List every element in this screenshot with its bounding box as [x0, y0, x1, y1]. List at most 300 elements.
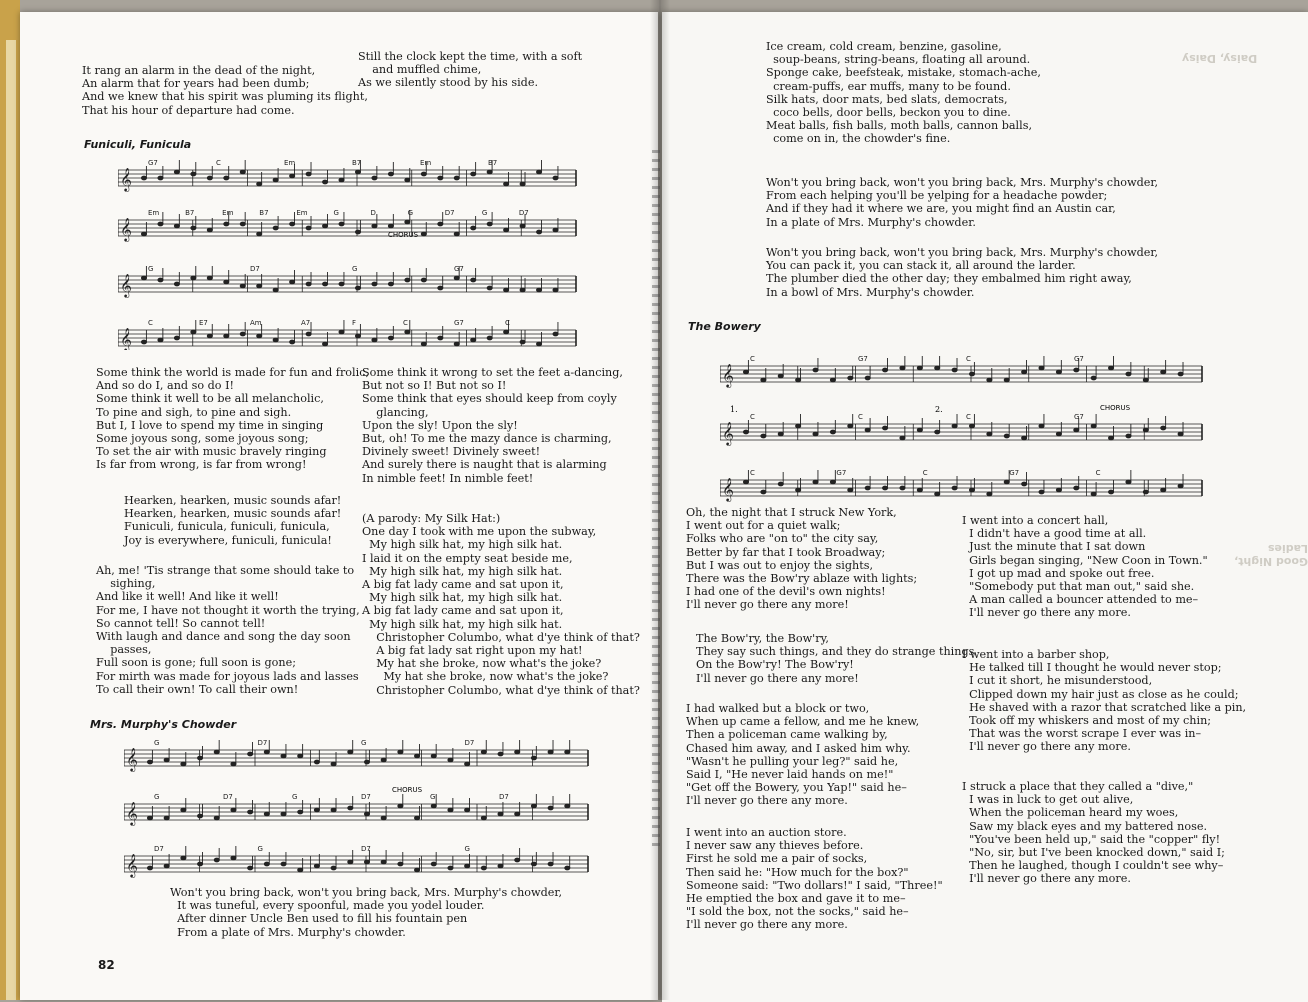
note-head [454, 176, 459, 180]
note-head [298, 868, 303, 872]
note-head [355, 334, 360, 338]
funiculi-chorus: Hearken, hearken, music sounds afar! Hearken, hearken, music sounds afar! Funiculi, funicula, funiculi, funicula, Joy is everywhere, funiculi, funicula! [124, 494, 342, 547]
note-head [454, 276, 459, 280]
note-head [372, 224, 377, 228]
note-head [830, 480, 835, 484]
note-head [331, 866, 336, 870]
alarm-verse-col1: It rang an alarm in the dead of the night, An alarm that for years had been dumb; And we knew that his spirit was pluming its flight, That his hour of departure had come. [82, 64, 368, 117]
note-head [257, 334, 262, 338]
note-head [900, 436, 905, 440]
note-head [813, 432, 818, 436]
note-head [372, 176, 377, 180]
note-head [240, 332, 245, 336]
note-head [778, 374, 783, 378]
chord-symbol: D7 [518, 209, 529, 217]
note-head [935, 492, 940, 496]
note-head [743, 480, 748, 484]
note-head [240, 284, 245, 288]
note-head [405, 330, 410, 334]
note-head [231, 808, 236, 812]
music-staff [720, 469, 1202, 502]
chord-symbol: D [370, 209, 376, 217]
note-head [536, 230, 541, 234]
note-head [174, 170, 179, 174]
chord-symbol: G [481, 209, 488, 217]
note-head [952, 368, 957, 372]
bowery-col2-verse-2: I went into a barber shop, He talked till I thought he would never stop; I cut it short, he misunderstood, Clipped down my hair just as close as he could; He shaved with a razor that scratched like a pin, Took off my whiskers and most of my chin; That was the worst scrape I ever was in– I'll never go there any more. [962, 648, 1247, 754]
bowery-chorus: The Bow'ry, the Bow'ry, They say such things, and they do strange things On the Bow'ry! The Bow'ry! I'll never go there any more! [696, 632, 975, 685]
note-head [322, 180, 327, 184]
chord-symbol: G [292, 793, 298, 801]
note-head [381, 816, 386, 820]
note-head [465, 762, 470, 766]
note-head [348, 860, 353, 864]
note-head [421, 342, 426, 346]
note-head [531, 804, 536, 808]
note-head [141, 232, 146, 236]
song-title-bowery: The Bowery [688, 320, 761, 333]
note-head [548, 750, 553, 754]
note-head [257, 182, 262, 186]
chord-symbol: E7 [199, 319, 208, 327]
note-head [355, 170, 360, 174]
note-head [164, 758, 169, 762]
note-head [481, 866, 486, 870]
note-head [414, 754, 419, 758]
note-head [197, 814, 202, 818]
note-head [248, 752, 253, 756]
chord-symbol: C [1095, 469, 1101, 477]
svg-text:𝄞: 𝄞 [120, 217, 132, 241]
note-head [1178, 372, 1183, 376]
note-head [498, 812, 503, 816]
note-head [273, 288, 278, 292]
note-head [987, 492, 992, 496]
note-head [331, 762, 336, 766]
bleed-through-title: Daisy, Daisy [1182, 52, 1258, 65]
note-head [778, 432, 783, 436]
chord-symbol: G7 [454, 265, 464, 273]
note-head [487, 336, 492, 340]
chord-symbol: B7 [352, 159, 362, 167]
note-head [314, 808, 319, 812]
svg-text:𝄞: 𝄞 [120, 167, 132, 191]
note-head [553, 288, 558, 292]
note-head [520, 340, 525, 344]
note-head [952, 486, 957, 490]
note-head [207, 276, 212, 280]
note-head [520, 288, 525, 292]
note-head [257, 284, 262, 288]
note-head [398, 862, 403, 866]
note-head [181, 762, 186, 766]
note-head [414, 868, 419, 872]
chord-symbol: B7 [488, 159, 498, 167]
note-head [381, 758, 386, 762]
chord-symbol: B7 [259, 209, 269, 217]
note-head [969, 488, 974, 492]
svg-text:𝄞: 𝄞 [126, 801, 138, 825]
chord-symbol: A7 [301, 319, 311, 327]
chord-symbol: C [216, 159, 221, 167]
note-head [987, 378, 992, 382]
chord-symbol: Em [284, 159, 296, 167]
note-head [865, 376, 870, 380]
note-head [565, 866, 570, 870]
note-head [290, 280, 295, 284]
note-head [813, 368, 818, 372]
note-head [1178, 484, 1183, 488]
note-head [421, 172, 426, 176]
note-head [339, 330, 344, 334]
note-head [214, 816, 219, 820]
note-head [536, 170, 541, 174]
note-head [322, 282, 327, 286]
note-head [398, 804, 403, 808]
note-head [498, 752, 503, 756]
note-head [1074, 368, 1079, 372]
note-head [224, 222, 229, 226]
note-head [1056, 488, 1061, 492]
note-head [900, 486, 905, 490]
music-staff [118, 159, 576, 192]
note-head [264, 862, 269, 866]
note-head [1074, 428, 1079, 432]
note-head [290, 340, 295, 344]
note-head [224, 280, 229, 284]
note-head [306, 226, 311, 230]
note-head [1143, 490, 1148, 494]
note-head [504, 182, 509, 186]
chord-symbol: Am [250, 319, 262, 327]
note-head [465, 808, 470, 812]
note-head [565, 804, 570, 808]
note-head [448, 758, 453, 762]
chord-symbol: D7 [361, 793, 371, 801]
note-head [969, 372, 974, 376]
note-head [405, 278, 410, 282]
chord-symbol: Em [296, 209, 308, 217]
note-head [388, 336, 393, 340]
chord-symbol: F [352, 319, 357, 327]
note-head [900, 366, 905, 370]
note-head [454, 232, 459, 236]
bowery-sheet-music [720, 334, 1210, 510]
book-page-edges [6, 40, 16, 1000]
funiculi-col1-verse-2: Ah, me! 'Tis strange that some should take to sighing, And like it well! And like it well! For me, I have not thought it worth the trying, So cannot tell! So cannot tell! With laugh and dance and song the day soon passes, Full soon is gone; full soon is gone; For mirth was made for joyous lads and lasses To call their own! To call their own! [96, 564, 360, 696]
note-head [240, 170, 245, 174]
chord-symbol: C [750, 469, 755, 477]
first-ending-label: 1. [730, 405, 738, 414]
chord-symbol: G [464, 845, 470, 853]
chord-symbol: D7 [257, 739, 268, 747]
note-head [761, 434, 766, 438]
note-head [174, 336, 179, 340]
note-head [987, 432, 992, 436]
note-head [431, 862, 436, 866]
note-head [141, 176, 146, 180]
chord-symbol: C [858, 413, 863, 421]
note-head [743, 370, 748, 374]
bleed-through-title-2: Good Night, Ladies [1234, 542, 1308, 568]
chord-symbol: D7 [250, 265, 260, 273]
note-head [141, 340, 146, 344]
note-head [164, 864, 169, 868]
note-head [848, 488, 853, 492]
note-head [536, 288, 541, 292]
note-head [181, 856, 186, 860]
svg-text:𝄞: 𝄞 [722, 363, 734, 387]
note-head [339, 178, 344, 182]
note-head [515, 750, 520, 754]
chord-symbol: G [154, 739, 160, 747]
note-head [515, 858, 520, 862]
note-head [454, 342, 459, 346]
note-head [848, 424, 853, 428]
note-head [273, 338, 278, 342]
chord-symbol: Em [222, 209, 234, 217]
song-title-funiculi: Funiculi, Funicula [84, 138, 192, 151]
chord-symbol: G [333, 209, 339, 217]
svg-text:𝄞: 𝄞 [120, 327, 132, 350]
alarm-verse-col2: Still the clock kept the time, with a soft and muffled chime, As we silently stood by his side. [358, 50, 583, 90]
note-head [1161, 488, 1166, 492]
murphy-stanza-2: Won't you bring back, won't you bring back, Mrs. Murphy's chowder, From each helping you'll be yelping for a headache powder; And if they had it where we are, you might find an Austin car, In a plate of Mrs. Murphy's chowder. [766, 176, 1159, 229]
note-head [197, 756, 202, 760]
note-head [481, 750, 486, 754]
note-head [917, 366, 922, 370]
note-head [520, 182, 525, 186]
note-head [761, 490, 766, 494]
note-head [1143, 428, 1148, 432]
chord-symbol: G7 [148, 159, 158, 167]
music-staff [124, 739, 588, 772]
note-head [438, 336, 443, 340]
note-head [796, 488, 801, 492]
murphy-sheet-music [124, 732, 594, 890]
chord-symbol: Em [148, 209, 160, 217]
bowery-col1-verse: Oh, the night that I struck New York, I went out for a quiet walk; Folks who are "on to" the city say, Better by far that I took Broadway; But I was out to enjoy the sights, There was the Bow'ry ablaze with lights; I had one of the devil's own nights! I'll never go there any more! [686, 506, 918, 612]
note-head [273, 178, 278, 182]
note-head [264, 750, 269, 754]
note-head [298, 754, 303, 758]
music-staff [118, 319, 576, 350]
note-head [290, 174, 295, 178]
note-head [504, 288, 509, 292]
right-page [662, 12, 1308, 1002]
note-head [778, 482, 783, 486]
note-head [882, 368, 887, 372]
murphy-stanza-1: Ice cream, cold cream, benzine, gasoline, soup-beans, string-beans, floating all around. Sponge cake, beefsteak, mistake, stomach-ache, cream-puffs, ear muffs, many to be found. Silk hats, door mats, bed slats, democrats, coco bells, door bells, beckon you to dine. Meat balls, fish balls, moth balls, cannon balls, come on in, the chowder's fine. [766, 40, 1041, 146]
note-head [257, 232, 262, 236]
note-head [348, 806, 353, 810]
note-head [281, 754, 286, 758]
note-head [264, 812, 269, 816]
note-head [231, 762, 236, 766]
chord-symbol: C [966, 355, 971, 363]
note-head [231, 856, 236, 860]
svg-text:𝄞: 𝄞 [722, 477, 734, 501]
note-head [1126, 480, 1131, 484]
note-head [553, 332, 558, 336]
note-head [405, 220, 410, 224]
chord-symbol: C [148, 319, 153, 327]
book-gutter [650, 0, 670, 1000]
music-staff [124, 793, 588, 826]
note-head [314, 864, 319, 868]
note-head [364, 812, 369, 816]
note-head [471, 226, 476, 230]
note-head [487, 222, 492, 226]
note-head [355, 286, 360, 290]
note-head [224, 334, 229, 338]
note-head [174, 282, 179, 286]
murphy-verse: Won't you bring back, won't you bring back, Mrs. Murphy's chowder, It was tuneful, every spoonful, made you yodel louder. After dinner Uncle Ben used to fill his fountain pen From a plate of Mrs. Murphy's chowder. [170, 886, 563, 939]
note-head [414, 816, 419, 820]
note-head [1126, 372, 1131, 376]
note-head [504, 330, 509, 334]
music-staff [720, 413, 1202, 446]
chord-symbol: C [505, 319, 510, 327]
note-head [1143, 378, 1148, 382]
note-head [917, 488, 922, 492]
note-head [1091, 492, 1096, 496]
note-head [388, 172, 393, 176]
note-head [487, 286, 492, 290]
svg-text:𝄞: 𝄞 [126, 853, 138, 877]
note-head [1056, 432, 1061, 436]
note-head [314, 760, 319, 764]
note-head [214, 750, 219, 754]
note-head [191, 172, 196, 176]
note-head [191, 276, 196, 280]
note-head [372, 338, 377, 342]
chorus-label: CHORUS [1100, 404, 1131, 412]
note-head [1126, 434, 1131, 438]
note-head [438, 286, 443, 290]
note-head [240, 222, 245, 226]
song-title-murphy: Mrs. Murphy's Chowder [90, 718, 237, 731]
note-head [448, 866, 453, 870]
note-head [214, 858, 219, 862]
note-head [830, 378, 835, 382]
chord-symbol: G [352, 265, 358, 273]
note-head [164, 816, 169, 820]
note-head [865, 486, 870, 490]
note-head [813, 480, 818, 484]
note-head [372, 282, 377, 286]
note-head [364, 860, 369, 864]
note-head [207, 176, 212, 180]
note-head [515, 812, 520, 816]
note-head [273, 226, 278, 230]
note-head [421, 278, 426, 282]
note-head [935, 366, 940, 370]
note-head [1056, 370, 1061, 374]
note-head [181, 808, 186, 812]
note-head [796, 378, 801, 382]
chord-symbol: D7 [223, 793, 233, 801]
note-head [504, 228, 509, 232]
note-head [1039, 424, 1044, 428]
note-head [339, 282, 344, 286]
note-head [531, 862, 536, 866]
note-head [917, 428, 922, 432]
chord-symbol: D7 [444, 209, 455, 217]
note-head [531, 756, 536, 760]
note-head [398, 750, 403, 754]
note-head [969, 424, 974, 428]
note-head [306, 282, 311, 286]
note-head [1022, 370, 1027, 374]
chord-symbol: D7 [154, 845, 164, 853]
note-head [355, 230, 360, 234]
note-head [935, 430, 940, 434]
chord-symbol: G [361, 739, 367, 747]
note-head [174, 224, 179, 228]
funiculi-sheet-music [118, 150, 578, 350]
music-staff [124, 845, 588, 878]
chord-symbol: C [750, 413, 755, 421]
note-head [761, 378, 766, 382]
note-head [465, 864, 470, 868]
note-head [207, 334, 212, 338]
note-head [487, 170, 492, 174]
note-head [536, 342, 541, 346]
note-head [197, 862, 202, 866]
svg-text:𝄞: 𝄞 [126, 747, 138, 771]
chord-symbol: D7 [361, 845, 371, 853]
note-head [381, 860, 386, 864]
note-head [141, 276, 146, 280]
note-head [952, 424, 957, 428]
bowery-col1-verse-2: I had walked but a block or two, When up came a fellow, and me he knew, Then a policeman came walking by, Chased him away, and I asked him why. "Wasn't he pulling your leg?" said he, Said I, "He never laid hands on me!" "Get off the Bowery, you Yap!" said he– I'll never go there any more. [686, 702, 920, 808]
note-head [882, 486, 887, 490]
note-head [1074, 486, 1079, 490]
note-head [158, 176, 163, 180]
bowery-col2-verse: I went into a concert hall, I didn't have a good time at all. Just the minute that I sat down Girls began singing, "New Coon in Town." I got up mad and spoke out free. "Somebody put that man out," said she. A man called a bouncer attended to me– I'll never go there any more. [962, 514, 1208, 620]
note-head [1091, 376, 1096, 380]
note-head [224, 176, 229, 180]
chord-symbol: G7 [836, 469, 847, 477]
note-head [147, 760, 152, 764]
note-head [388, 282, 393, 286]
note-head [1108, 436, 1113, 440]
note-head [548, 862, 553, 866]
page-number: 82 [98, 958, 115, 972]
note-head [306, 172, 311, 176]
note-head [158, 278, 163, 282]
chord-symbol: Em [420, 159, 432, 167]
note-head [281, 862, 286, 866]
music-staff [720, 355, 1202, 388]
svg-text:𝄞: 𝄞 [722, 421, 734, 445]
note-head [471, 338, 476, 342]
note-head [1004, 480, 1009, 484]
silk-hat-parody: (A parody: My Silk Hat:) One day I took with me upon the subway, My high silk hat, my high silk hat. I laid it on the empty seat beside me, My high silk hat, my high silk hat. A big fat lady came and sat upon it, My high silk hat, my high silk hat. A big fat lady came and sat upon it, My high silk hat, my high silk hat. Christopher Columbo, what d'ye think of that? A big fat lady sat right upon my hat! My hat she broke, now what's the joke? My hat she broke, now what's the joke? Christopher Columbo, what d'ye think of that? [362, 512, 640, 697]
second-ending-label: 2. [935, 405, 943, 414]
chord-symbol: B7 [185, 209, 195, 217]
note-head [364, 760, 369, 764]
note-head [865, 428, 870, 432]
note-head [1004, 434, 1009, 438]
left-page [20, 12, 658, 1000]
note-head [405, 178, 410, 182]
music-staff [118, 209, 576, 242]
note-head [498, 864, 503, 868]
note-head [882, 426, 887, 430]
chord-symbol: C [922, 469, 928, 477]
